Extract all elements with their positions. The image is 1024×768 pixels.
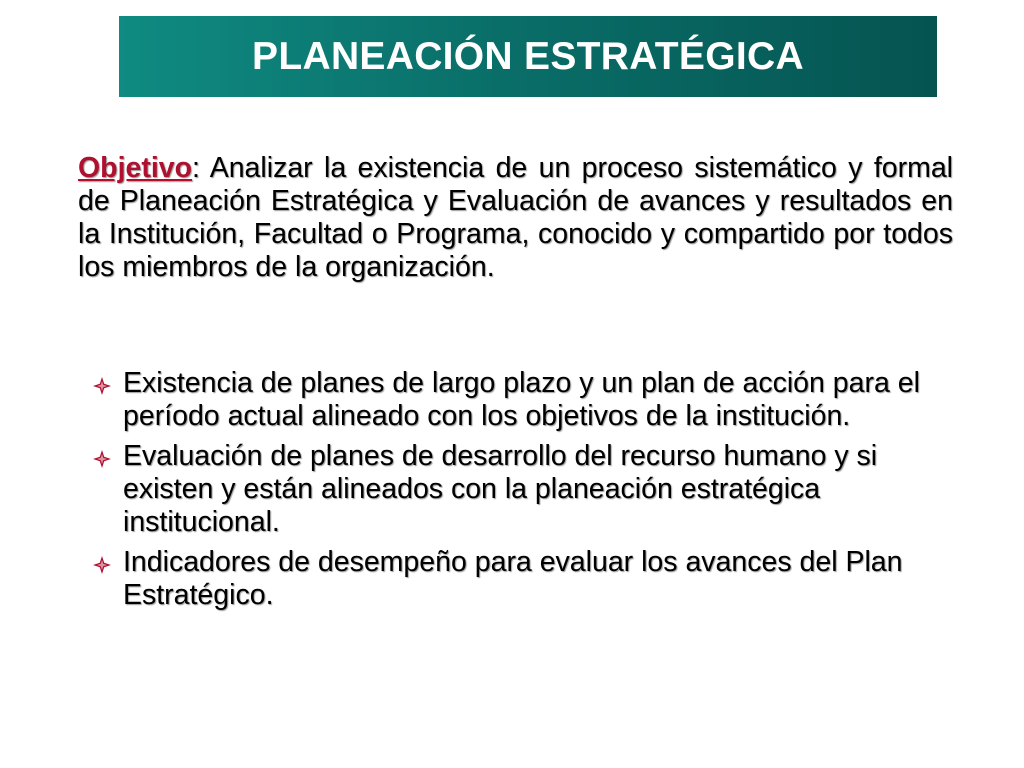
bullet-item <box>92 546 942 612</box>
diamond-bullet-icon <box>92 449 112 469</box>
bullet-item <box>92 367 942 433</box>
bullet-list <box>92 367 942 619</box>
diamond-bullet-icon <box>92 555 112 575</box>
slide-title: PLANEACIÓN ESTRATÉGICA <box>252 34 804 78</box>
bullet-text: Evaluación de planes de desarrollo del recurso humano y si existen y están alineados con la planeación estratégica institucional. <box>123 440 878 538</box>
bullet-text: Indicadores de desempeño para evaluar los avances del Plan Estratégico. <box>123 546 903 611</box>
objective-label: Objetivo <box>78 152 193 184</box>
objective-separator: : <box>192 152 200 184</box>
title-bar <box>119 16 937 97</box>
bullet-item <box>92 440 942 539</box>
diamond-bullet-icon <box>92 376 112 396</box>
objective-text: Analizar la existencia de un proceso sistemático y formal de Planeación Estratégica y Evaluación de avances y resultados en la Institución, Facultad o Programa, conocido y compartido por todos los miembros de la organización. <box>78 152 953 283</box>
objective-paragraph <box>78 152 953 284</box>
bullet-text: Existencia de planes de largo plazo y un plan de acción para el período actual alineado con los objetivos de la institución. <box>123 367 920 432</box>
